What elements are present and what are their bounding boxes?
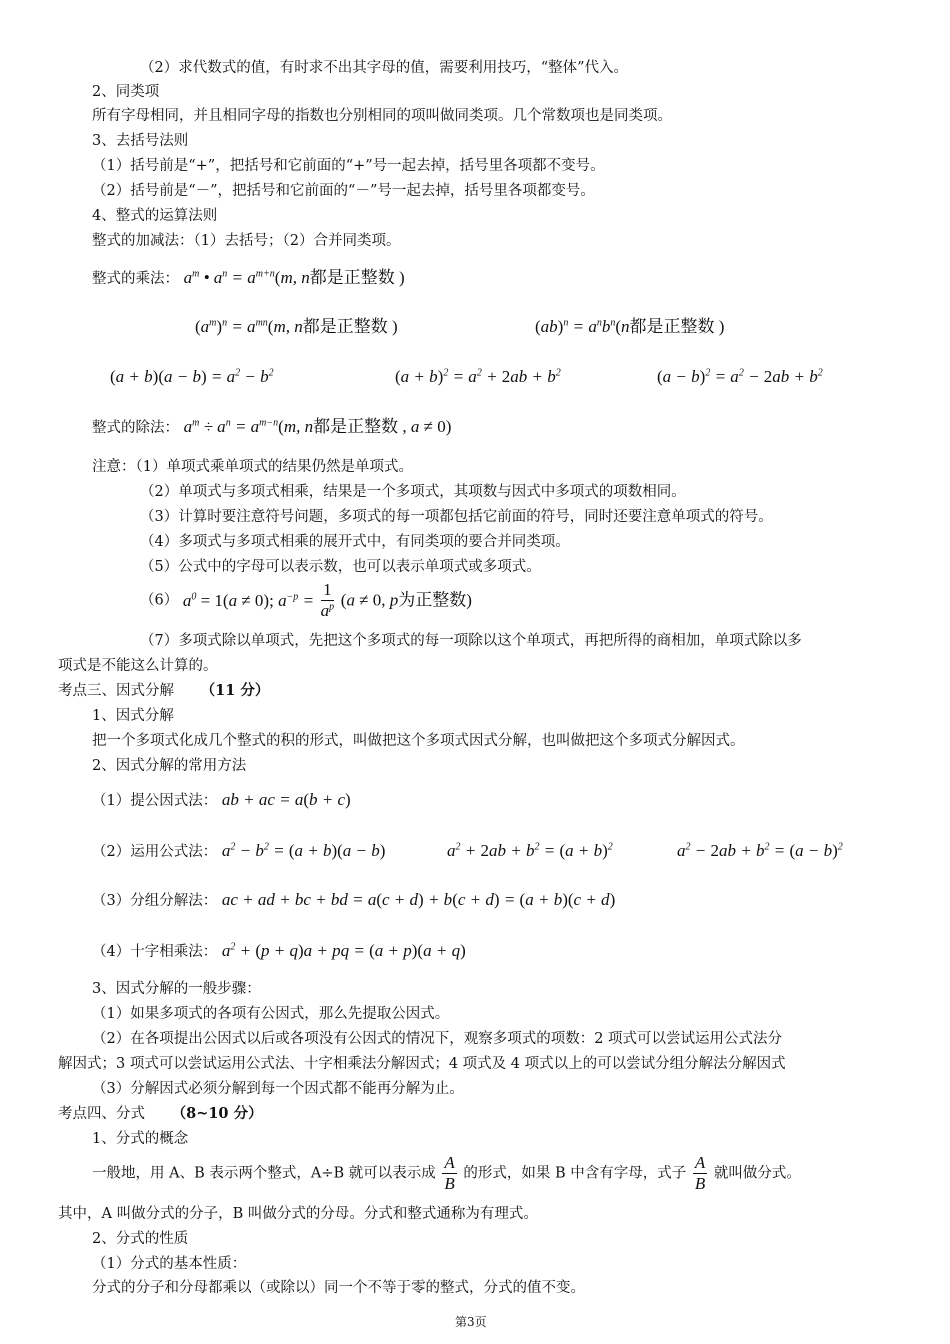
text-line: （3）分解因式必须分解到每一个因式都不能再分解为止。 xyxy=(92,1081,464,1097)
formula: $a^m$ • $a^n = a^{m+n}(m$, n都是正整数 ) xyxy=(183,268,405,287)
page-number: 第3页 xyxy=(455,1315,487,1329)
text-line: （1）分式的基本性质： xyxy=(92,1256,247,1272)
note-line: 项式是不能这么计算的。 xyxy=(58,658,218,674)
text-line: （2）括号前是“－”，把括号和它前面的“－”号一起去掉，括号里各项都变号。 xyxy=(92,183,595,199)
section-title-k4 xyxy=(58,1104,263,1124)
section-heading: 1、分式的概念 xyxy=(92,1131,189,1147)
text-line: 所有字母相同，并且相同字母的指数也分别相同的项叫做同类项。几个常数项也是同类项。 xyxy=(92,108,672,124)
text-line: 其中，A 叫做分式的分子，B 叫做分式的分母。分式和整式通称为有理式。 xyxy=(58,1206,538,1222)
method-row-1: （1）提公因式法： ab + ac = a(b + c) xyxy=(92,790,351,809)
note-line: （7）多项式除以单项式，先把这个多项式的每一项除以这个单项式，再把所得的商相加，单项式除以多 xyxy=(140,633,802,649)
section-heading: 3、因式分解的一般步骤： xyxy=(92,981,261,997)
note-line: （4）多项式与多项式相乘的展开式中，有同类项的要合并同类项。 xyxy=(140,534,570,550)
formula-power2: $(ab)^n = a^nb^n(n$都是正整数 ) xyxy=(535,317,725,336)
text-line: （2）在各项提出公因式以后或各项没有公因式的情况下，观察多项式的项数：2 项式可以尝试运用公式法分 xyxy=(92,1031,783,1047)
label: 整式的除法： xyxy=(92,420,179,436)
section-heading: 2、分式的性质 xyxy=(92,1231,189,1247)
method-row-3: （3）分组分解法： ac + ad + bc + bd = a(c + d) + b(c + d) = (a + b)(c + d) xyxy=(92,890,616,909)
note-line-6: （6） $a^0 = 1(a \ne 0)$; $a^{-p}$ = $\frac{1}{a^p}$ (a ≠ 0, p为正整数) xyxy=(140,580,472,620)
text: 就叫做分式。 xyxy=(713,1165,801,1182)
note-line: （2）单项式与多项式相乘，结果是一个多项式，其项数与因式中多项式的项数相同。 xyxy=(140,484,686,500)
formula-row-div: 整式的除法： $a^m \div a^n = a^{m-n}(m$, n都是正整数 , a ≠ 0) xyxy=(92,417,452,436)
section-heading: 3、去括号法则 xyxy=(92,133,189,149)
section-heading: 2、同类项 xyxy=(92,84,160,100)
text-line: （1）如果多项式的各项有公因式，那么先提取公因式。 xyxy=(92,1006,450,1022)
text-line: 解因式；3 项式可以尝试运用公式法、十字相乘法分解因式；4 项式及 4 项式以上的可以尝试分组分解法分解因式 xyxy=(58,1056,786,1072)
note-line: （3）计算时要注意符号问题，多项式的每一项都包括它前面的符号，同时还要注意单项式的符号。 xyxy=(140,509,773,525)
label: 整式的乘法： xyxy=(92,271,179,287)
note-line: （5）公式中的字母可以表示数，也可以表示单项式或多项式。 xyxy=(140,559,541,575)
section-title-k3 xyxy=(58,681,269,701)
score: （11 分） xyxy=(200,682,270,699)
fraction-a-over-b: $\frac{A}{B}$ xyxy=(694,1153,706,1193)
text-line-fraction xyxy=(92,1153,801,1197)
score: （8~10 分） xyxy=(171,1105,263,1122)
text-line: （2）求代数式的值，有时求不出其字母的值，需要利用技巧，“整体”代入。 xyxy=(140,60,629,76)
text: 一般地，用 A、B 表示两个整式，A÷B 就可以表示成 xyxy=(92,1165,436,1182)
text-line: 把一个多项式化成几个整式的积的形式，叫做把这个多项式因式分解，也叫做把这个多项式分解因式。 xyxy=(92,733,745,749)
formula-fm2c: $a^2 - 2ab + b^2 = (a - b)^2$ xyxy=(677,841,843,860)
label: （6） xyxy=(140,592,179,609)
method-row-4: （4）十字相乘法： $a^2 + (p + q)a$ + pq = (a + p)(a + q) xyxy=(92,941,466,960)
text-line: 分式的分子和分母都乘以（或除以）同一个不等于零的整式，分式的值不变。 xyxy=(92,1280,585,1296)
label: （3）分组分解法： xyxy=(92,893,218,909)
fraction: $\frac{1}{a^p}$ xyxy=(320,580,335,620)
fraction-a-over-b: $\frac{A}{B}$ xyxy=(444,1153,455,1193)
formula-sq3: $(a - b)^2 = a^2 - 2ab + b^2$ xyxy=(657,367,823,386)
section-heading: 2、因式分解的常用方法 xyxy=(92,758,247,774)
title: 考点三、因式分解 xyxy=(58,683,174,699)
formula-sq2: $(a + b)^2 = a^2 + 2ab + b^2$ xyxy=(395,367,561,386)
formula-power1: $(a^m)^n = a^{mn}(m$, n都是正整数 ) xyxy=(195,317,398,336)
text-line: 整式的加减法：（1）去括号；（2）合并同类项。 xyxy=(92,233,401,249)
label: （4）十字相乘法： xyxy=(92,944,218,960)
text: 的形式，如果 B 中含有字母，式子 xyxy=(463,1165,687,1182)
text-line: （1）括号前是“+”，把括号和它前面的“+”号一起去掉，括号里各项都不变号。 xyxy=(92,158,605,174)
section-heading: 1、因式分解 xyxy=(92,708,174,724)
section-heading: 4、整式的运算法则 xyxy=(92,208,218,224)
label: （2）运用公式法： xyxy=(92,844,218,860)
label: （1）提公因式法： xyxy=(92,793,218,809)
formula-sq1: $(a + b)(a - b) = a^2 - b^2$ xyxy=(110,367,274,386)
method-row-2: （2）运用公式法： $a^2 - b^2 = (a + b)(a - b)$ xyxy=(92,841,386,860)
formula-fm2b: $a^2 + 2ab + b^2 = (a + b)^2$ xyxy=(447,841,613,860)
note-line: 注意：（1）单项式乘单项式的结果仍然是单项式。 xyxy=(92,459,413,475)
formula-row-mult xyxy=(92,268,405,289)
title: 考点四、分式 xyxy=(58,1106,145,1122)
